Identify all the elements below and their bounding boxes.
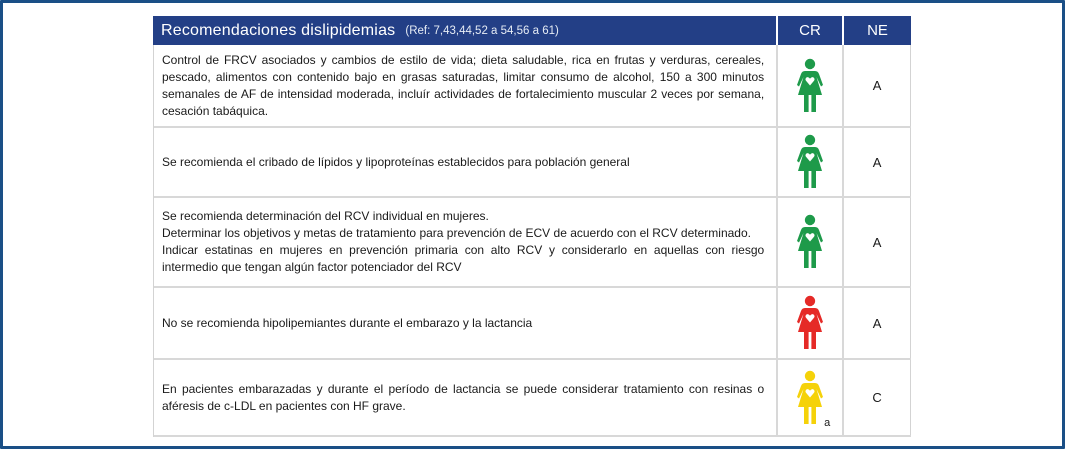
ne-level: C — [844, 360, 911, 435]
table-title: Recomendaciones dislipidemias — [161, 21, 396, 39]
header-ne: NE — [867, 22, 888, 39]
recommendation-text — [154, 128, 778, 196]
cr-footnote-mark: a — [824, 417, 831, 429]
ne-level: A — [844, 128, 911, 196]
cr-cell — [778, 45, 844, 126]
recommendation-line: Control de FRCV asociados y cambios de estilo de vida; dieta saludable, rica en frutas y verduras, cereales, pescado, alimentos con contenido bajo en grasas saturadas, limitar consumo de alcohol, 150 a 300 minutos semanales de AF de intensidad moderada, incluír actividades de fortalecimiento muscular 2 veces por semana, cesación tabáquica. — [162, 52, 765, 118]
table-row — [154, 288, 911, 360]
ne-level: A — [844, 288, 911, 358]
cr-cell — [778, 128, 844, 196]
woman-yellow-icon — [795, 370, 825, 426]
table-row — [154, 360, 911, 437]
recommendation-text — [154, 198, 778, 286]
recommendation-line: Se recomienda el cribado de lípidos y lipoproteínas establecidos para población general — [162, 154, 630, 169]
table-row — [154, 128, 911, 198]
recommendation-text — [154, 288, 778, 358]
recommendation-line: Determinar los objetivos y metas de tratamiento para prevención de ECV de acuerdo con el RCV determinado. — [162, 226, 751, 240]
recommendation-line: Indicar estatinas en mujeres en prevención primaria con alto RCV y considerarlo en aquellas con riesgo intermedio que tengan algún factor potenciador del RCV — [162, 243, 765, 274]
table-references: (Ref: 7,43,44,52 a 54,56 a 61) — [405, 24, 559, 37]
woman-green-icon — [795, 214, 825, 270]
ne-level: A — [844, 45, 911, 126]
recommendation-line: En pacientes embarazadas y durante el período de lactancia se puede considerar tratamiento con resinas o aféresis de c-LDL en pacientes con HF grave. — [162, 381, 765, 413]
recommendation-line: No se recomienda hipolipemiantes durante el embarazo y la lactancia — [162, 315, 533, 330]
table-row — [154, 198, 911, 288]
recommendation-line: Se recomienda determinación del RCV individual en mujeres. — [162, 209, 489, 223]
header-title-cell — [153, 16, 778, 45]
header-cr: CR — [778, 16, 844, 45]
woman-green-icon — [795, 58, 825, 114]
ne-level: A — [844, 198, 911, 286]
recommendation-text — [154, 45, 778, 126]
cr-cell — [778, 360, 844, 435]
recommendation-text — [154, 360, 778, 435]
table-row — [154, 45, 911, 128]
table-body — [153, 45, 911, 437]
cr-cell — [778, 288, 844, 358]
table-header — [153, 16, 911, 45]
woman-red-icon — [795, 295, 825, 351]
recommendations-table — [153, 16, 911, 437]
woman-green-icon — [795, 134, 825, 190]
cr-cell — [778, 198, 844, 286]
